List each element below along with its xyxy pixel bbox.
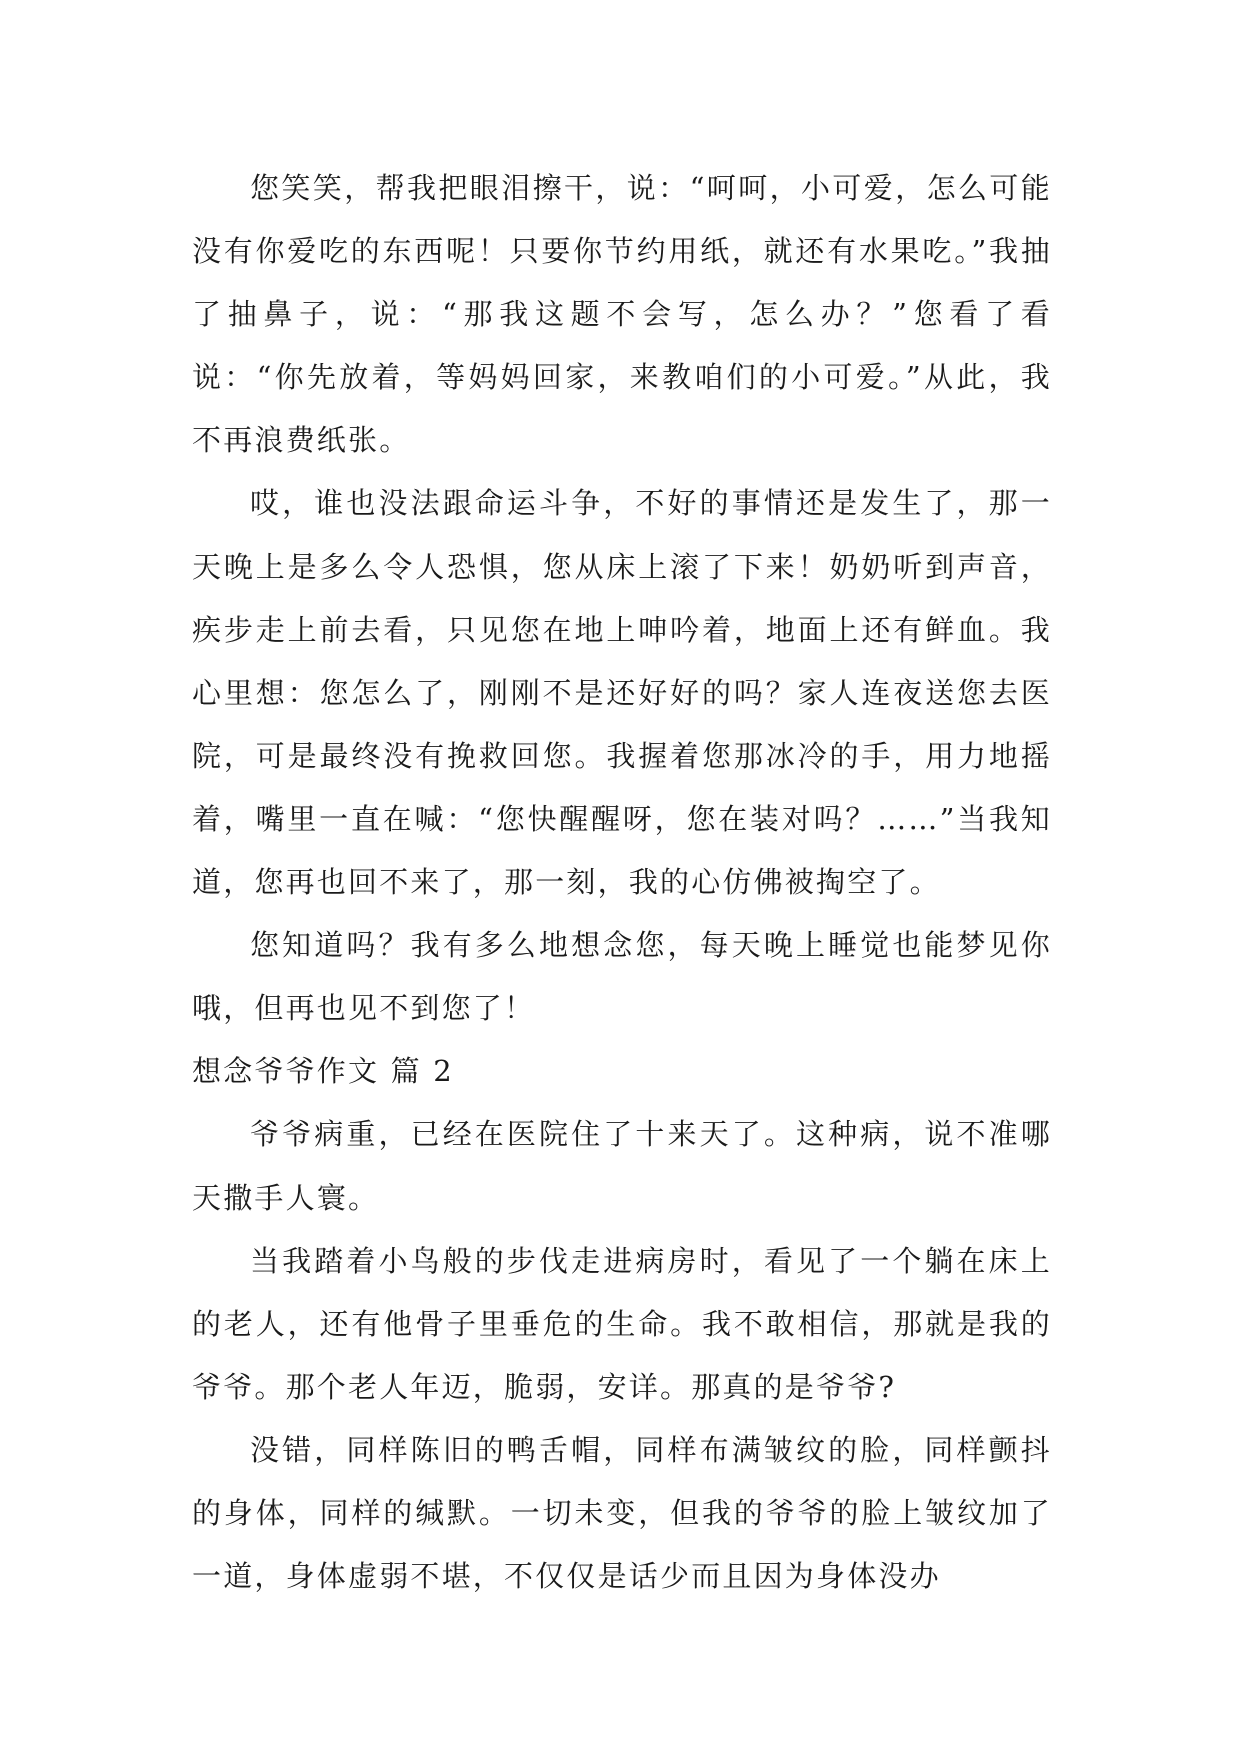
document-body: [192, 157, 1052, 1608]
section-heading: 想念爷爷作文 篇 2: [192, 1054, 454, 1089]
paragraph: 哎，谁也没法跟命运斗争，不好的事情还是发生了，那一天晚上是多么令人恐惧，您从床上滚了下来！奶奶听到声音，疾步走上前去看，只见您在地上呻吟着，地面上还有鲜血。我心里想：您怎么了，刚刚不是还好好的吗？家人连夜送您去医院，可是最终没有挽救回您。我握着您那冰冷的手，用力地摇着，嘴里一直在喊：“您快醒醒呀，您在装对吗？……”当我知道，您再也回不来了，那一刻，我的心仿佛被掏空了。: [192, 486, 1052, 900]
paragraph: 没错，同样陈旧的鸭舌帽，同样布满皱纹的脸，同样颤抖的身体，同样的缄默。一切未变，但我的爷爷的脸上皱纹加了一道，身体虚弱不堪，不仅仅是话少而且因为身体没办: [192, 1432, 1052, 1594]
paragraph: 您知道吗？我有多么地想念您，每天晚上睡觉也能梦见你哦，但再也见不到您了！: [192, 928, 1052, 1026]
paragraph: 爷爷病重，已经在医院住了十来天了。这种病，说不准哪天撒手人寰。: [192, 1117, 1052, 1215]
paragraph: 您笑笑，帮我把眼泪擦干，说：“呵呵，小可爱，怎么可能没有你爱吃的东西呢！只要你节约用纸，就还有水果吃。”我抽了抽鼻子，说：“那我这题不会写，怎么办？”您看了看说：“你先放着，等妈妈回家，来教咱们的小可爱。”从此，我不再浪费纸张。: [192, 171, 1052, 458]
paragraph: 当我踏着小鸟般的步伐走进病房时，看见了一个躺在床上的老人，还有他骨子里垂危的生命。我不敢相信，那就是我的爷爷。那个老人年迈，脆弱，安详。那真的是爷爷?: [192, 1243, 1052, 1404]
